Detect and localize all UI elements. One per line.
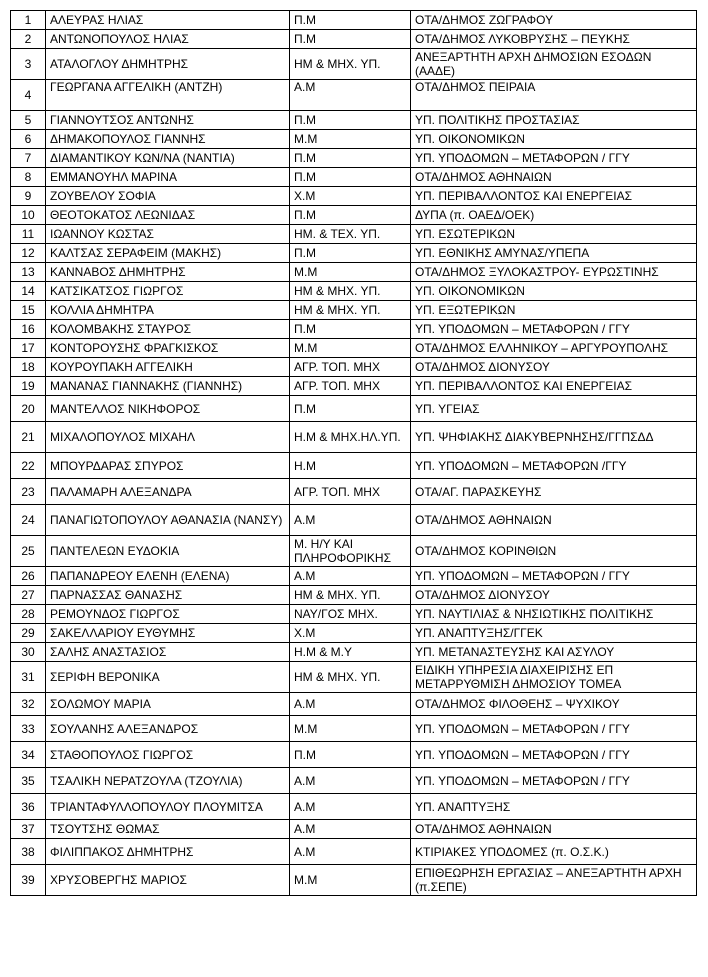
member-specialty: Α.Μ [290, 505, 411, 536]
member-organization: ΟΤΑ/ΔΗΜΟΣ ΦΙΛΟΘΕΗΣ – ΨΥΧΙΚΟΥ [411, 693, 697, 716]
row-number: 27 [11, 586, 46, 605]
table-row [11, 80, 697, 111]
member-specialty: ΝΑΥ/ΓΟΣ ΜΗΧ. [290, 605, 411, 624]
member-name: ΠΑΛΑΜΑΡΗ ΑΛΕΞΑΝΔΡΑ [46, 479, 290, 505]
member-specialty: Π.Μ [290, 11, 411, 30]
row-number: 25 [11, 536, 46, 567]
row-number: 35 [11, 768, 46, 794]
row-number: 26 [11, 567, 46, 586]
table-row [11, 693, 697, 716]
member-organization: ΥΠ. ΥΠΟΔΟΜΩΝ – ΜΕΤΑΦΟΡΩΝ / ΓΓΥ [411, 768, 697, 794]
member-name: ΚΑΛΤΣΑΣ ΣΕΡΑΦΕΙΜ (ΜΑΚΗΣ) [46, 244, 290, 263]
member-organization: ΥΠ. ΥΠΟΔΟΜΩΝ – ΜΕΤΑΦΟΡΩΝ / ΓΓΥ [411, 149, 697, 168]
member-specialty: Α.Μ [290, 768, 411, 794]
member-organization: ΟΤΑ/ΑΓ. ΠΑΡΑΣΚΕΥΗΣ [411, 479, 697, 505]
member-specialty: ΗΜ & ΜΗΧ. ΥΠ. [290, 282, 411, 301]
table-row [11, 149, 697, 168]
member-specialty: ΑΓΡ. ΤΟΠ. ΜΗΧ [290, 358, 411, 377]
row-number: 39 [11, 865, 46, 896]
table-row [11, 49, 697, 80]
row-number: 18 [11, 358, 46, 377]
member-name: ΜΠΟΥΡΔΑΡΑΣ ΣΠΥΡΟΣ [46, 453, 290, 479]
member-name: ΔΙΑΜΑΝΤΙΚΟΥ ΚΩΝ/ΝΑ (ΝΑΝΤΙΑ) [46, 149, 290, 168]
member-organization: ΥΠ. ΥΠΟΔΟΜΩΝ – ΜΕΤΑΦΟΡΩΝ / ΓΓΥ [411, 716, 697, 742]
table-row [11, 624, 697, 643]
member-organization: ΥΠ. ΠΟΛΙΤΙΚΗΣ ΠΡΟΣΤΑΣΙΑΣ [411, 111, 697, 130]
table-row [11, 263, 697, 282]
row-number: 37 [11, 820, 46, 839]
member-specialty: Α.Μ [290, 80, 411, 111]
table-row [11, 662, 697, 693]
member-specialty: Η.Μ [290, 453, 411, 479]
table-row [11, 605, 697, 624]
member-specialty: ΗΜ & ΜΗΧ. ΥΠ. [290, 49, 411, 80]
member-organization: ΟΤΑ/ΔΗΜΟΣ ΑΘΗΝΑΙΩΝ [411, 505, 697, 536]
member-specialty: Μ.Μ [290, 339, 411, 358]
member-organization: ΟΤΑ/ΔΗΜΟΣ ΚΟΡΙΝΘΙΩΝ [411, 536, 697, 567]
row-number: 13 [11, 263, 46, 282]
table-row [11, 358, 697, 377]
member-name: ΔΗΜΑΚΟΠΟΥΛΟΣ ΓΙΑΝΝΗΣ [46, 130, 290, 149]
table-row [11, 396, 697, 422]
member-specialty: Π.Μ [290, 168, 411, 187]
row-number: 30 [11, 643, 46, 662]
member-name: ΑΛΕΥΡΑΣ ΗΛΙΑΣ [46, 11, 290, 30]
row-number: 9 [11, 187, 46, 206]
member-specialty: Π.Μ [290, 30, 411, 49]
member-specialty: Η.Μ & ΜΗΧ.ΗΛ.ΥΠ. [290, 422, 411, 453]
member-organization: ΥΠ. ΠΕΡΙΒΑΛΛΟΝΤΟΣ ΚΑΙ ΕΝΕΡΓΕΙΑΣ [411, 377, 697, 396]
row-number: 7 [11, 149, 46, 168]
row-number: 24 [11, 505, 46, 536]
member-specialty: Μ. Η/Υ ΚΑΙ ΠΛΗΡΟΦΟΡΙΚΗΣ [290, 536, 411, 567]
member-organization: ΑΝΕΞΑΡΤΗΤΗ ΑΡΧΗ ΔΗΜΟΣΙΩΝ ΕΣΟΔΩΝ (ΑΑΔΕ) [411, 49, 697, 80]
row-number: 33 [11, 716, 46, 742]
member-organization: ΥΠ. ΥΓΕΙΑΣ [411, 396, 697, 422]
row-number: 6 [11, 130, 46, 149]
table-row [11, 643, 697, 662]
member-name: ΚΑΤΣΙΚΑΤΣΟΣ ΓΙΩΡΓΟΣ [46, 282, 290, 301]
member-organization: ΟΤΑ/ΔΗΜΟΣ ΑΘΗΝΑΙΩΝ [411, 168, 697, 187]
member-organization: ΟΤΑ/ΔΗΜΟΣ ΖΩΓΡΑΦΟΥ [411, 11, 697, 30]
row-number: 8 [11, 168, 46, 187]
table-row [11, 244, 697, 263]
table-row [11, 567, 697, 586]
table-row [11, 768, 697, 794]
table-row [11, 479, 697, 505]
row-number: 34 [11, 742, 46, 768]
row-number: 14 [11, 282, 46, 301]
member-organization: ΥΠ. ΥΠΟΔΟΜΩΝ – ΜΕΤΑΦΟΡΩΝ / ΓΓΥ [411, 742, 697, 768]
table-row [11, 130, 697, 149]
member-specialty: Η.Μ & Μ.Υ [290, 643, 411, 662]
row-number: 17 [11, 339, 46, 358]
member-organization: ΥΠ. ΠΕΡΙΒΑΛΛΟΝΤΟΣ ΚΑΙ ΕΝΕΡΓΕΙΑΣ [411, 187, 697, 206]
member-specialty: Π.Μ [290, 111, 411, 130]
member-name: ΜΙΧΑΛΟΠΟΥΛΟΣ ΜΙΧΑΗΛ [46, 422, 290, 453]
row-number: 31 [11, 662, 46, 693]
member-organization: ΥΠ. ΕΣΩΤΕΡΙΚΩΝ [411, 225, 697, 244]
member-organization: ΟΤΑ/ΔΗΜΟΣ ΛΥΚΟΒΡΥΣΗΣ – ΠΕΥΚΗΣ [411, 30, 697, 49]
row-number: 21 [11, 422, 46, 453]
member-name: ΚΟΛΛΙΑ ΔΗΜΗΤΡΑ [46, 301, 290, 320]
member-organization: ΥΠ. ΥΠΟΔΟΜΩΝ – ΜΕΤΑΦΟΡΩΝ / ΓΓΥ [411, 320, 697, 339]
member-name: ΡΕΜΟΥΝΔΟΣ ΓΙΩΡΓΟΣ [46, 605, 290, 624]
member-specialty: ΑΓΡ. ΤΟΠ. ΜΗΧ [290, 479, 411, 505]
member-organization: ΔΥΠΑ (π. ΟΑΕΔ/ΟΕΚ) [411, 206, 697, 225]
member-name: ΤΣΑΛΙΚΗ ΝΕΡΑΤΖΟΥΛΑ (ΤΖΟΥΛΙΑ) [46, 768, 290, 794]
member-organization: ΥΠ. ΟΙΚΟΝΟΜΙΚΩΝ [411, 130, 697, 149]
member-specialty: Μ.Μ [290, 130, 411, 149]
member-specialty: Π.Μ [290, 149, 411, 168]
row-number: 23 [11, 479, 46, 505]
member-specialty: ΗΜ. & ΤΕΧ. ΥΠ. [290, 225, 411, 244]
row-number: 28 [11, 605, 46, 624]
member-specialty: ΗΜ & ΜΗΧ. ΥΠ. [290, 662, 411, 693]
table-row [11, 453, 697, 479]
member-name: ΙΩΑΝΝΟΥ ΚΩΣΤΑΣ [46, 225, 290, 244]
member-name: ΤΣΟΥΤΣΗΣ ΘΩΜΑΣ [46, 820, 290, 839]
table-row [11, 11, 697, 30]
member-name: ΦΙΛΙΠΠΑΚΟΣ ΔΗΜΗΤΡΗΣ [46, 839, 290, 865]
row-number: 32 [11, 693, 46, 716]
member-specialty: Α.Μ [290, 567, 411, 586]
member-name: ΑΤΑΛΟΓΛΟΥ ΔΗΜΗΤΡΗΣ [46, 49, 290, 80]
table-row [11, 377, 697, 396]
row-number: 10 [11, 206, 46, 225]
members-table-body [11, 11, 697, 896]
member-name: ΠΑΡΝΑΣΣΑΣ ΘΑΝΑΣΗΣ [46, 586, 290, 605]
member-name: ΓΕΩΡΓΑΝΑ ΑΓΓΕΛΙΚΗ (ΑΝΤΖΗ) [46, 80, 290, 111]
table-row [11, 794, 697, 820]
row-number: 36 [11, 794, 46, 820]
member-organization: ΥΠ. ΨΗΦΙΑΚΗΣ ΔΙΑΚΥΒΕΡΝΗΣΗΣ/ΓΓΠΣΔΔ [411, 422, 697, 453]
table-row [11, 422, 697, 453]
member-organization: ΟΤΑ/ΔΗΜΟΣ ΔΙΟΝΥΣΟΥ [411, 586, 697, 605]
table-row [11, 742, 697, 768]
table-row [11, 839, 697, 865]
member-specialty: Μ.Μ [290, 865, 411, 896]
member-name: ΣΟΥΛΑΝΗΣ ΑΛΕΞΑΝΔΡΟΣ [46, 716, 290, 742]
member-name: ΤΡΙΑΝΤΑΦΥΛΛΟΠΟΥΛΟΥ ΠΛΟΥΜΙΤΣΑ [46, 794, 290, 820]
member-specialty: Α.Μ [290, 839, 411, 865]
member-name: ΚΟΝΤΟΡΟΥΣΗΣ ΦΡΑΓΚΙΣΚΟΣ [46, 339, 290, 358]
row-number: 29 [11, 624, 46, 643]
row-number: 22 [11, 453, 46, 479]
member-organization: ΕΙΔΙΚΗ ΥΠΗΡΕΣΙΑ ΔΙΑΧΕΙΡΙΣΗΣ ΕΠ ΜΕΤΑΡΡΥΘΜΙΣΗ ΔΗΜΟΣΙΟΥ ΤΟΜΕΑ [411, 662, 697, 693]
member-specialty: Α.Μ [290, 820, 411, 839]
table-row [11, 187, 697, 206]
table-row [11, 30, 697, 49]
member-specialty: Π.Μ [290, 244, 411, 263]
row-number: 4 [11, 80, 46, 111]
member-specialty: ΗΜ & ΜΗΧ. ΥΠ. [290, 586, 411, 605]
table-row [11, 586, 697, 605]
member-specialty: Μ.Μ [290, 263, 411, 282]
row-number: 38 [11, 839, 46, 865]
table-row [11, 820, 697, 839]
member-organization: ΥΠ. ΕΘΝΙΚΗΣ ΑΜΥΝΑΣ/ΥΠΕΠΑ [411, 244, 697, 263]
row-number: 19 [11, 377, 46, 396]
table-row [11, 716, 697, 742]
table-row [11, 339, 697, 358]
table-row [11, 865, 697, 896]
member-name: ΣΕΡΙΦΗ ΒΕΡΟΝΙΚΑ [46, 662, 290, 693]
member-name: ΚΟΛΟΜΒΑΚΗΣ ΣΤΑΥΡΟΣ [46, 320, 290, 339]
row-number: 3 [11, 49, 46, 80]
member-specialty: ΗΜ & ΜΗΧ. ΥΠ. [290, 301, 411, 320]
row-number: 15 [11, 301, 46, 320]
member-specialty: Π.Μ [290, 742, 411, 768]
row-number: 5 [11, 111, 46, 130]
member-name: ΓΙΑΝΝΟΥΤΣΟΣ ΑΝΤΩΝΗΣ [46, 111, 290, 130]
row-number: 16 [11, 320, 46, 339]
member-specialty: Α.Μ [290, 693, 411, 716]
member-specialty: Μ.Μ [290, 716, 411, 742]
row-number: 20 [11, 396, 46, 422]
member-specialty: Χ.Μ [290, 624, 411, 643]
member-organization: ΥΠ. ΑΝΑΠΤΥΞΗΣ [411, 794, 697, 820]
member-organization: ΥΠ. ΝΑΥΤΙΛΙΑΣ & ΝΗΣΙΩΤΙΚΗΣ ΠΟΛΙΤΙΚΗΣ [411, 605, 697, 624]
row-number: 12 [11, 244, 46, 263]
member-organization: ΕΠΙΘΕΩΡΗΣΗ ΕΡΓΑΣΙΑΣ – ΑΝΕΞΑΡΤΗΤΗ ΑΡΧΗ (π.ΣΕΠΕ) [411, 865, 697, 896]
member-specialty: ΑΓΡ. ΤΟΠ. ΜΗΧ [290, 377, 411, 396]
member-specialty: Π.Μ [290, 396, 411, 422]
member-name: ΧΡΥΣΟΒΕΡΓΗΣ ΜΑΡΙΟΣ [46, 865, 290, 896]
table-row [11, 282, 697, 301]
table-row [11, 225, 697, 244]
member-name: ΑΝΤΩΝΟΠΟΥΛΟΣ ΗΛΙΑΣ [46, 30, 290, 49]
member-specialty: Π.Μ [290, 320, 411, 339]
member-organization: ΟΤΑ/ΔΗΜΟΣ ΑΘΗΝΑΙΩΝ [411, 820, 697, 839]
member-name: ΕΜΜΑΝΟΥΗΛ ΜΑΡΙΝΑ [46, 168, 290, 187]
member-name: ΣΑΚΕΛΛΑΡΙΟΥ ΕΥΘΥΜΗΣ [46, 624, 290, 643]
member-specialty: Π.Μ [290, 206, 411, 225]
member-name: ΠΑΝΑΓΙΩΤΟΠΟΥΛΟΥ ΑΘΑΝΑΣΙΑ (ΝΑΝΣΥ) [46, 505, 290, 536]
member-organization: ΟΤΑ/ΔΗΜΟΣ ΠΕΙΡΑΙΑ [411, 80, 697, 111]
member-name: ΚΟΥΡΟΥΠΑΚΗ ΑΓΓΕΛΙΚΗ [46, 358, 290, 377]
member-organization: ΥΠ. ΟΙΚΟΝΟΜΙΚΩΝ [411, 282, 697, 301]
member-name: ΣΑΛΗΣ ΑΝΑΣΤΑΣΙΟΣ [46, 643, 290, 662]
member-name: ΠΑΠΑΝΔΡΕΟΥ ΕΛΕΝΗ (ΕΛΕΝΑ) [46, 567, 290, 586]
member-name: ΖΟΥΒΕΛΟΥ ΣΟΦΙΑ [46, 187, 290, 206]
member-name: ΚΑΝΝΑΒΟΣ ΔΗΜΗΤΡΗΣ [46, 263, 290, 282]
row-number: 1 [11, 11, 46, 30]
member-organization: ΥΠ. ΥΠΟΔΟΜΩΝ – ΜΕΤΑΦΟΡΩΝ /ΓΓΥ [411, 453, 697, 479]
table-row [11, 206, 697, 225]
member-name: ΠΑΝΤΕΛΕΩΝ ΕΥΔΟΚΙΑ [46, 536, 290, 567]
member-organization: ΟΤΑ/ΔΗΜΟΣ ΔΙΟΝΥΣΟΥ [411, 358, 697, 377]
member-name: ΘΕΟΤΟΚΑΤΟΣ ΛΕΩΝΙΔΑΣ [46, 206, 290, 225]
table-row [11, 301, 697, 320]
member-organization: ΚΤΙΡΙΑΚΕΣ ΥΠΟΔΟΜΕΣ (π. Ο.Σ.Κ.) [411, 839, 697, 865]
member-organization: ΟΤΑ/ΔΗΜΟΣ ΕΛΛΗΝΙΚΟΥ – ΑΡΓΥΡΟΥΠΟΛΗΣ [411, 339, 697, 358]
member-organization: ΥΠ. ΑΝΑΠΤΥΞΗΣ/ΓΓΕΚ [411, 624, 697, 643]
table-row [11, 536, 697, 567]
member-name: ΜΑΝΑΝΑΣ ΓΙΑΝΝΑΚΗΣ (ΓΙΑΝΝΗΣ) [46, 377, 290, 396]
member-name: ΣΟΛΩΜΟΥ ΜΑΡΙΑ [46, 693, 290, 716]
member-organization: ΟΤΑ/ΔΗΜΟΣ ΞΥΛΟΚΑΣΤΡΟΥ- ΕΥΡΩΣΤΙΝΗΣ [411, 263, 697, 282]
table-row [11, 505, 697, 536]
member-specialty: Χ.Μ [290, 187, 411, 206]
member-organization: ΥΠ. ΥΠΟΔΟΜΩΝ – ΜΕΤΑΦΟΡΩΝ / ΓΓΥ [411, 567, 697, 586]
member-organization: ΥΠ. ΕΞΩΤΕΡΙΚΩΝ [411, 301, 697, 320]
member-name: ΣΤΑΘΟΠΟΥΛΟΣ ΓΙΩΡΓΟΣ [46, 742, 290, 768]
row-number: 11 [11, 225, 46, 244]
member-specialty: Α.Μ [290, 794, 411, 820]
table-row [11, 111, 697, 130]
member-organization: ΥΠ. ΜΕΤΑΝΑΣΤΕΥΣΗΣ ΚΑΙ ΑΣΥΛΟΥ [411, 643, 697, 662]
members-table [10, 10, 697, 896]
row-number: 2 [11, 30, 46, 49]
table-row [11, 168, 697, 187]
table-row [11, 320, 697, 339]
member-name: ΜΑΝΤΕΛΛΟΣ ΝΙΚΗΦΟΡΟΣ [46, 396, 290, 422]
